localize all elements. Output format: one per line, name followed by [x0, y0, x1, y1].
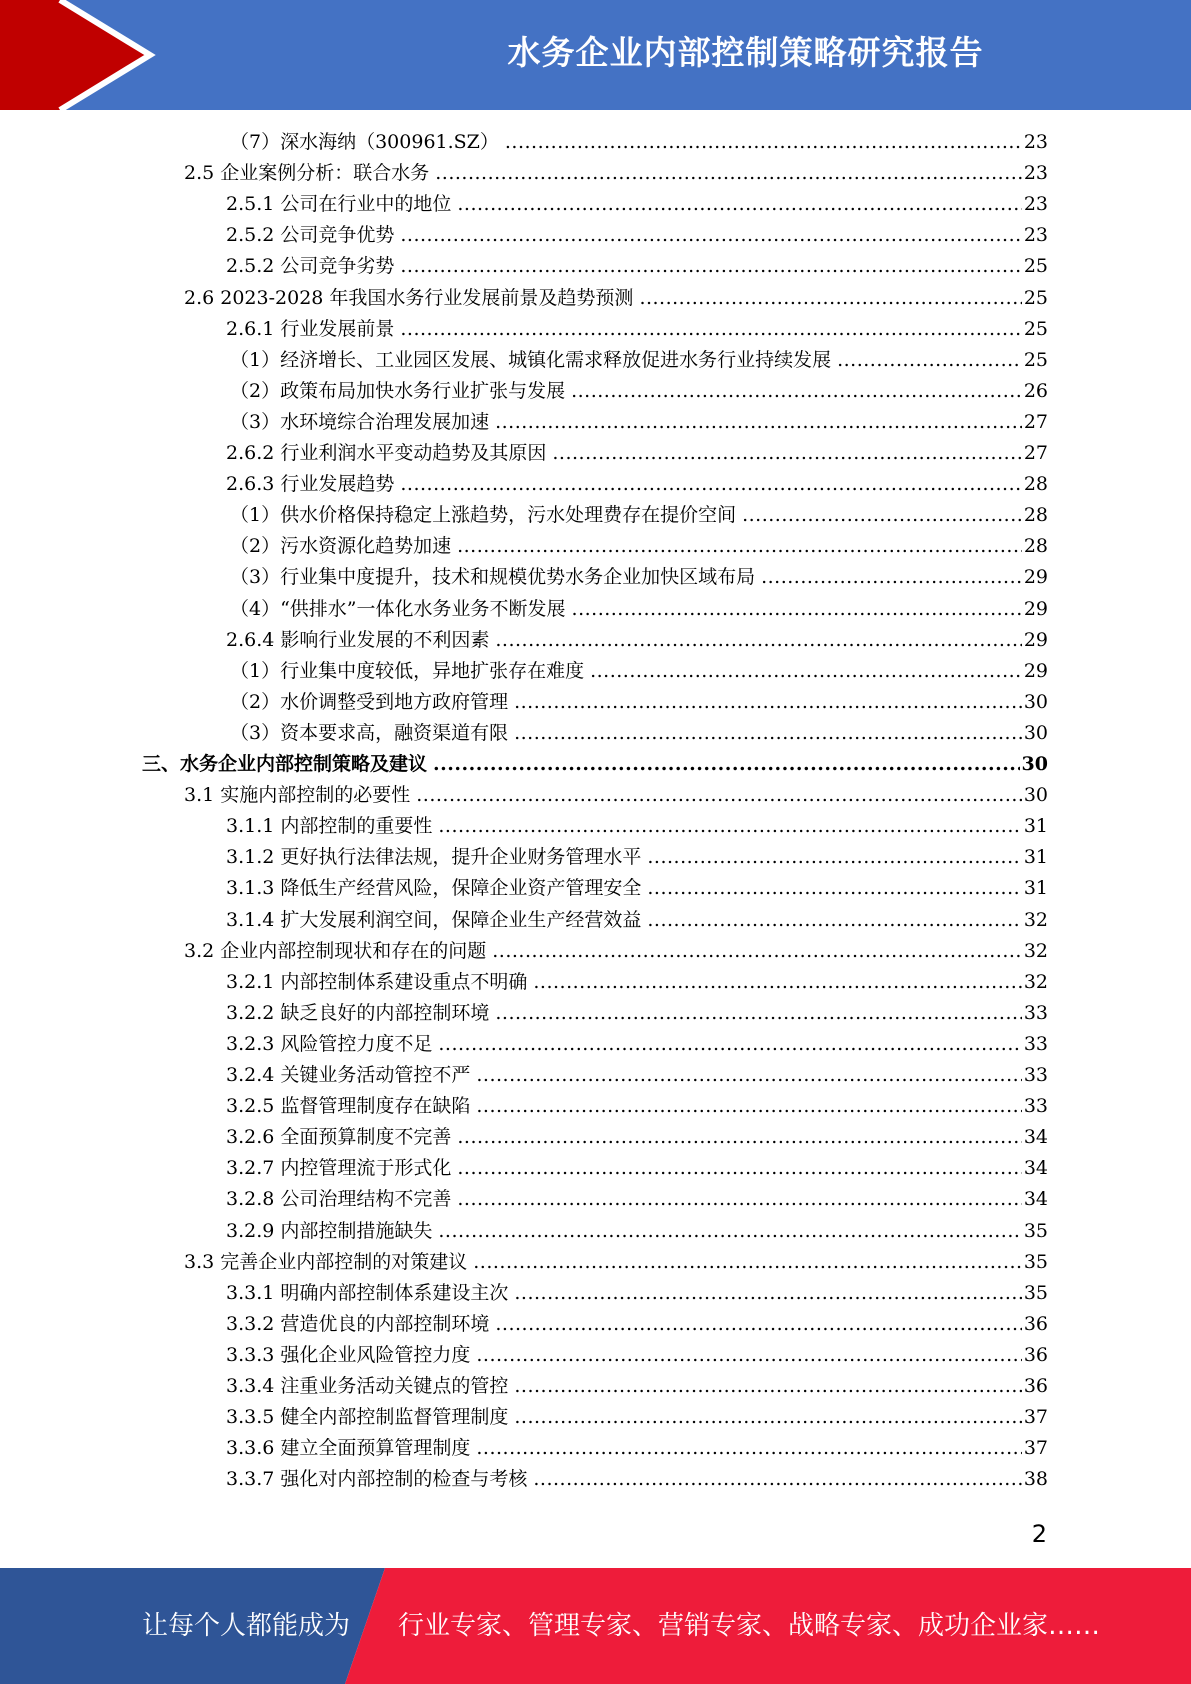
toc-entry-page: 32	[1023, 970, 1048, 993]
toc-entry-label: 3.2.2 缺乏良好的内部控制环境	[226, 1001, 490, 1024]
toc-entry[interactable]	[142, 749, 1048, 780]
toc-entry-page: 25	[1023, 286, 1048, 309]
toc-leader-dots	[514, 1371, 1021, 1402]
toc-entry-page: 29	[1023, 659, 1048, 682]
toc-entry-label: 2.6.1 行业发展前景	[226, 317, 395, 340]
toc-leader-dots	[514, 1402, 1021, 1433]
toc-leader-dots	[457, 1184, 1021, 1215]
toc-entry[interactable]	[226, 873, 1048, 904]
toc-entry[interactable]	[230, 345, 1048, 376]
toc-leader-dots	[533, 1464, 1021, 1495]
toc-entry[interactable]	[226, 1464, 1048, 1495]
toc-entry-label: （4）“供排水”一体化水务业务不断发展	[230, 597, 566, 620]
toc-entry[interactable]	[230, 687, 1048, 718]
toc-entry-label: 3.2.7 内控管理流于形式化	[226, 1157, 452, 1180]
toc-entry[interactable]	[230, 531, 1048, 562]
toc-leader-dots	[476, 1433, 1021, 1464]
toc-entry-page: 30	[1023, 721, 1048, 744]
toc-entry-label: 3.1.1 内部控制的重要性	[226, 815, 433, 838]
toc-entry-label: 3.3.5 健全内部控制监督管理制度	[226, 1406, 509, 1429]
toc-leader-dots	[647, 842, 1021, 873]
toc-entry-label: （3）水环境综合治理发展加速	[230, 410, 490, 433]
page-number: 2	[1031, 1520, 1047, 1548]
toc-leader-dots	[647, 873, 1021, 904]
toc-entry-label: 3.2.5 监督管理制度存在缺陷	[226, 1095, 471, 1118]
toc-entry-page: 28	[1023, 535, 1048, 558]
toc-entry-page: 33	[1023, 1095, 1048, 1118]
toc-entry-label: 3.3.1 明确内部控制体系建设主次	[226, 1281, 509, 1304]
toc-leader-dots	[514, 687, 1022, 718]
toc-entry-label: 2.6.4 影响行业发展的不利因素	[226, 628, 490, 651]
toc-entry-label: 3.2.1 内部控制体系建设重点不明确	[226, 970, 528, 993]
toc-entry-page: 35	[1023, 1281, 1048, 1304]
toc-entry[interactable]	[230, 594, 1048, 625]
toc-leader-dots	[533, 967, 1021, 998]
toc-leader-dots	[438, 1216, 1021, 1247]
toc-entry-label: （2）污水资源化趋势加速	[230, 535, 452, 558]
toc-entry-page: 36	[1023, 1375, 1048, 1397]
toc-entry-page: 25	[1023, 255, 1048, 278]
toc-entry[interactable]	[226, 1122, 1048, 1153]
toc-entry[interactable]	[226, 251, 1048, 282]
toc-entry-page: 25	[1023, 348, 1048, 371]
toc-entry[interactable]	[230, 718, 1048, 749]
toc-entry-page: 37	[1023, 1406, 1048, 1429]
toc-entry-label: 3.3.2 营造优良的内部控制环境	[226, 1312, 490, 1335]
toc-entry-label: 2.5.2 公司竞争劣势	[226, 255, 395, 278]
toc-entry[interactable]	[226, 1433, 1048, 1464]
toc-leader-dots	[495, 998, 1021, 1029]
toc-entry-label: 3.3.6 建立全面预算管理制度	[226, 1437, 471, 1460]
toc-entry[interactable]	[226, 811, 1048, 842]
toc-leader-dots	[457, 1153, 1021, 1184]
toc-leader-dots	[400, 469, 1021, 500]
toc-entry-label: 3.2.4 关键业务活动管控不严	[226, 1064, 471, 1086]
toc-entry-page: 36	[1023, 1343, 1048, 1366]
toc-entry[interactable]	[230, 562, 1048, 593]
toc-entry-page: 25	[1023, 317, 1048, 340]
toc-leader-dots	[590, 656, 1022, 687]
toc-entry-label: 3.1.4 扩大发展利润空间，保障企业生产经营效益	[226, 908, 642, 931]
toc-entry-page: 31	[1023, 815, 1048, 838]
toc-entry-page: 29	[1023, 566, 1048, 589]
toc-entry-label: 3.2.9 内部控制措施缺失	[226, 1219, 433, 1242]
toc-entry[interactable]	[226, 842, 1048, 873]
toc-leader-dots	[416, 780, 1022, 811]
toc-leader-dots	[457, 1122, 1021, 1153]
toc-entry-page: 23	[1023, 162, 1048, 185]
toc-entry-page: 34	[1023, 1188, 1048, 1211]
toc-entry[interactable]	[184, 1247, 1048, 1278]
toc-entry[interactable]	[226, 1371, 1048, 1402]
footer-slogan-right: 行业专家、管理专家、营销专家、战略专家、成功企业家……	[398, 1611, 1101, 1641]
toc-entry[interactable]	[226, 438, 1048, 469]
toc-entry-page: 30	[1021, 753, 1048, 775]
report-title: 水务企业内部控制策略研究报告	[507, 33, 984, 72]
toc-entry-page: 29	[1023, 597, 1048, 620]
toc-entry-label: 2.6 2023-2028 年我国水务行业发展前景及趋势预测	[184, 286, 634, 309]
toc-leader-dots	[435, 158, 1022, 189]
toc-leader-dots	[495, 625, 1021, 656]
toc-entry-page: 34	[1023, 1126, 1048, 1149]
toc-entry-label: 3.2 企业内部控制现状和存在的问题	[184, 939, 487, 962]
toc-entry-label: 2.5 企业案例分析：联合水务	[184, 162, 430, 185]
toc-entry-label: 三、水务企业内部控制策略及建议	[142, 753, 428, 775]
toc-entry-label: 3.3.4 注重业务活动关键点的管控	[226, 1375, 509, 1397]
toc-entry-label: （1）供水价格保持稳定上涨趋势，污水处理费存在提价空间	[230, 504, 737, 527]
toc-entry-label: 3.1 实施内部控制的必要性	[184, 784, 411, 807]
toc-leader-dots	[400, 314, 1021, 345]
toc-leader-dots	[400, 251, 1021, 282]
toc-leader-dots	[761, 562, 1022, 593]
toc-entry-page: 32	[1023, 939, 1048, 962]
toc-entry[interactable]	[226, 998, 1048, 1029]
toc-entry-label: 3.3 完善企业内部控制的对策建议	[184, 1250, 468, 1273]
toc-leader-dots	[476, 1060, 1021, 1091]
page-footer	[0, 1568, 1191, 1684]
toc-leader-dots	[571, 376, 1022, 407]
toc-entry-label: 2.5.2 公司竞争优势	[226, 224, 395, 247]
toc-entry-page: 33	[1023, 1032, 1048, 1055]
toc-leader-dots	[433, 749, 1020, 780]
toc-entry[interactable]	[226, 1402, 1048, 1433]
toc-entry[interactable]	[226, 967, 1048, 998]
toc-leader-dots	[400, 220, 1021, 251]
toc-entry-label: （7）深水海纳（300961.SZ）	[230, 131, 499, 153]
toc-entry-label: （3）行业集中度提升，技术和规模优势水务企业加快区域布局	[230, 566, 756, 589]
toc-entry[interactable]	[184, 283, 1048, 314]
arrow-decoration	[0, 0, 300, 110]
toc-entry[interactable]	[184, 780, 1048, 811]
toc-entry-page: 35	[1023, 1250, 1048, 1273]
toc-entry[interactable]	[226, 1029, 1048, 1060]
toc-leader-dots	[476, 1340, 1021, 1371]
toc-leader-dots	[457, 531, 1022, 562]
toc-entry-label: 3.1.2 更好执行法律法规，提升企业财务管理水平	[226, 846, 642, 869]
toc-entry-page: 34	[1023, 1157, 1048, 1180]
page-header	[0, 0, 1191, 110]
toc-entry-page: 37	[1023, 1437, 1048, 1460]
toc-entry-page: 30	[1023, 690, 1048, 713]
toc-entry-page: 28	[1023, 504, 1048, 527]
toc-leader-dots	[505, 127, 1022, 158]
toc-entry-page: 38	[1023, 1468, 1048, 1491]
footer-slogan-left: 让每个人都能成为	[142, 1611, 351, 1641]
toc-entry-page: 28	[1023, 473, 1048, 496]
toc-entry[interactable]	[226, 220, 1048, 251]
toc-entry-label: （1）经济增长、工业园区发展、城镇化需求释放促进水务行业持续发展	[230, 348, 832, 371]
toc-entry-page: 36	[1023, 1312, 1048, 1335]
toc-leader-dots	[438, 811, 1021, 842]
toc-entry[interactable]	[230, 127, 1048, 158]
toc-leader-dots	[514, 1278, 1021, 1309]
toc-leader-dots	[514, 718, 1022, 749]
toc-entry-label: 3.2.3 风险管控力度不足	[226, 1032, 433, 1055]
toc-entry-page: 30	[1023, 784, 1048, 807]
toc-entry-label: （3）资本要求高，融资渠道有限	[230, 721, 509, 744]
toc-entry-page: 33	[1023, 1001, 1048, 1024]
toc-entry-page: 31	[1023, 846, 1048, 869]
toc-leader-dots	[473, 1247, 1022, 1278]
toc-entry[interactable]	[230, 500, 1048, 531]
toc-entry-label: （1）行业集中度较低，异地扩张存在难度	[230, 659, 585, 682]
toc-leader-dots	[492, 936, 1022, 967]
toc-leader-dots	[438, 1029, 1021, 1060]
toc-entry[interactable]	[226, 1278, 1048, 1309]
toc-entry[interactable]	[226, 1340, 1048, 1371]
toc-entry[interactable]	[184, 158, 1048, 189]
toc-leader-dots	[572, 594, 1022, 625]
toc-leader-dots	[647, 905, 1021, 936]
toc-entry[interactable]	[230, 656, 1048, 687]
toc-entry[interactable]	[226, 1216, 1048, 1247]
toc-entry[interactable]	[226, 1060, 1048, 1091]
toc-leader-dots	[639, 283, 1021, 314]
toc-entry-label: 3.2.6 全面预算制度不完善	[226, 1126, 452, 1149]
toc-entry[interactable]	[226, 1184, 1048, 1215]
toc-entry-label: 3.3.7 强化对内部控制的检查与考核	[226, 1468, 528, 1491]
toc-entry[interactable]	[226, 905, 1048, 936]
toc-entry[interactable]	[226, 469, 1048, 500]
toc-entry-label: 3.3.3 强化企业风险管控力度	[226, 1343, 471, 1366]
toc-entry-page: 32	[1023, 908, 1048, 931]
toc-leader-dots	[742, 500, 1022, 531]
toc-entry-label: 2.6.2 行业利润水平变动趋势及其原因	[226, 442, 547, 464]
toc-entry-label: 2.6.3 行业发展趋势	[226, 473, 395, 496]
toc-entry-label: 3.1.3 降低生产经营风险，保障企业资产管理安全	[226, 877, 642, 900]
toc-entry-label: 2.5.1 公司在行业中的地位	[226, 193, 452, 216]
toc-leader-dots	[837, 345, 1022, 376]
toc-entry-page: 27	[1023, 410, 1048, 433]
toc-entry-label: 3.2.8 公司治理结构不完善	[226, 1188, 452, 1211]
toc-leader-dots	[495, 407, 1022, 438]
toc-entry[interactable]	[226, 1309, 1048, 1340]
toc-entry-page: 31	[1023, 877, 1048, 900]
toc-leader-dots	[495, 1309, 1021, 1340]
toc-entry-label: （2）政策布局加快水务行业扩张与发展	[230, 379, 566, 402]
toc-entry[interactable]	[226, 1153, 1048, 1184]
toc-leader-dots	[552, 438, 1021, 469]
toc-entry-page: 26	[1023, 379, 1048, 402]
toc-entry[interactable]	[226, 1091, 1048, 1122]
toc-entry-page: 23	[1023, 193, 1048, 216]
toc-entry-page: 23	[1023, 131, 1048, 153]
toc-entry[interactable]	[184, 936, 1048, 967]
toc-entry[interactable]	[230, 376, 1048, 407]
toc-entry-page: 35	[1023, 1219, 1048, 1242]
toc-entry-page: 33	[1023, 1064, 1048, 1086]
toc-entry-page: 27	[1023, 442, 1048, 464]
toc-entry[interactable]	[226, 625, 1048, 656]
toc-entry[interactable]	[226, 314, 1048, 345]
toc-entry-page: 29	[1023, 628, 1048, 651]
toc-entry[interactable]	[230, 407, 1048, 438]
toc-entry-page: 23	[1023, 224, 1048, 247]
toc-entry[interactable]	[226, 189, 1048, 220]
toc-leader-dots	[476, 1091, 1021, 1122]
toc-entry-label: （2）水价调整受到地方政府管理	[230, 690, 509, 713]
toc-leader-dots	[457, 189, 1021, 220]
